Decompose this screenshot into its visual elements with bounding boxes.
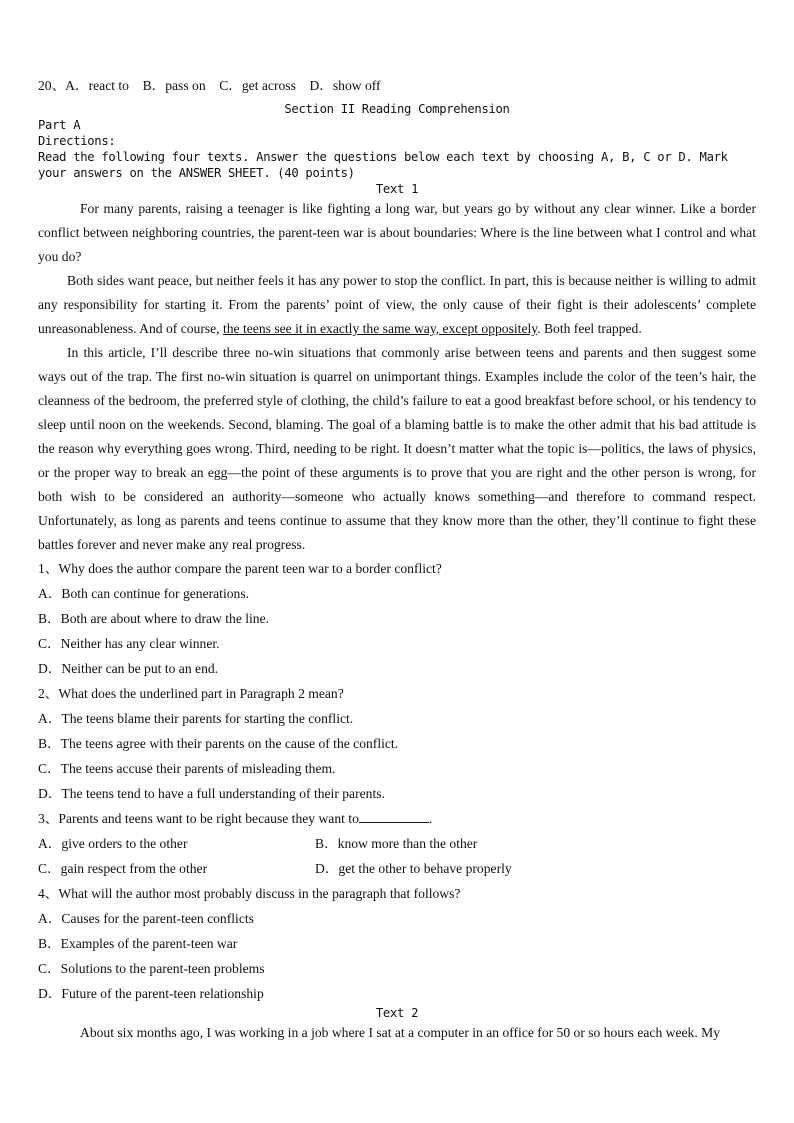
question-1 — [38, 559, 756, 684]
text2-paragraph-1: About six months ago, I was working in a job where I sat at a computer in an office for 50 or so hours each week. My — [80, 1025, 721, 1040]
p2-text-end: . Both feel trapped. — [537, 321, 642, 336]
question-stem: 4、What will the author most probably discuss in the paragraph that follows? — [38, 886, 461, 901]
option-a: A．Both can continue for generations. — [38, 586, 250, 601]
question-3 — [38, 809, 756, 884]
option-d: D．Future of the parent-teen relationship — [38, 986, 264, 1001]
option-c: C．gain respect from the other — [38, 861, 208, 876]
question-stem: 1、Why does the author compare the parent teen war to a border conflict? — [38, 561, 442, 576]
option-d: D．The teens tend to have a full understanding of their parents. — [38, 786, 385, 801]
question-stem — [38, 809, 756, 834]
directions-text: Read the following four texts. Answer the questions below each text by choosing A, B, C or D. Mark your answers on the ANSWER SHEET. (40 points) — [38, 150, 728, 180]
stem-end: . — [428, 811, 433, 826]
document-page — [38, 76, 756, 1045]
option-c: C．Solutions to the parent-teen problems — [38, 961, 265, 976]
option-a: A．Causes for the parent-teen conflicts — [38, 911, 254, 926]
answer-blank — [359, 809, 429, 823]
option-d: D．Neither can be put to an end. — [38, 661, 219, 676]
question-20-options: 20、A．react to B．pass on C．get across D．show off — [38, 78, 381, 93]
text1-paragraph-3: In this article, I’ll describe three no-win situations that commonly arise between teens and parents and then suggest some ways out of the trap. The first no-win situation is quarrel on unimportant things. Examples include the color of the teen’s hair, the cleanness of the bedroom, the preferred style of clothing, the child’s failure to eat a good breakfast before school, or his tendency to sleep until noon on the weekends. Second, blaming. The goal of a blaming battle is to make the other admit that his bad attitude is the reason why everything goes wrong. Third, needing to be right. It doesn’t matter what the topic is—politics, the laws of physics, or the proper way to break an egg—the point of these arguments is to prove that you are right and the other person is wrong, for both wish to be considered an authority—someone who actually knows something—and therefore to command respect. Unfortunately, as long as parents and teens continue to assume that they know more than the other, they’ll continue to fight these battles forever and never make any real progress. — [38, 345, 756, 552]
question-4 — [38, 884, 756, 1009]
text1-paragraph-1: For many parents, raising a teenager is like fighting a long war, but years go by without any clear winner. Like a border conflict between neighboring countries, the parent-teen war is about boundaries: Where is the line between what I control and what you do? — [38, 201, 756, 264]
p2-text: Both sides want peace, but neither feels it has any power to stop the conflict. In part, this is because neither is willing to admit any responsibility for starting it. From the parents’ point of view, the only cause of their fight is their adolescents’ complete unreasonableness. And of course, — [38, 273, 756, 336]
option-b: B．know more than the other — [315, 836, 478, 851]
option-c: C．The teens accuse their parents of misleading them. — [38, 761, 336, 776]
option-d: D．get the other to behave properly — [315, 861, 512, 876]
option-c: C．Neither has any clear winner. — [38, 636, 220, 651]
text1-paragraph-2 — [38, 269, 756, 341]
option-b: B．The teens agree with their parents on the cause of the conflict. — [38, 736, 399, 751]
underlined-part: the teens see it in exactly the same way, except oppositely — [222, 321, 538, 336]
option-a: A．give orders to the other — [38, 836, 188, 851]
option-b: B．Both are about where to draw the line. — [38, 611, 270, 626]
part-heading: Part A — [38, 118, 81, 132]
question-stem: 2、What does the underlined part in Paragraph 2 mean? — [38, 686, 344, 701]
option-a: A．The teens blame their parents for starting the conflict. — [38, 711, 354, 726]
text1-title: Text 1 — [375, 182, 419, 196]
option-b: B．Examples of the parent-teen war — [38, 936, 238, 951]
stem-text: 3、Parents and teens want to be right because they want to — [38, 811, 359, 826]
text2-title: Text 2 — [375, 1006, 419, 1020]
directions-label: Directions: — [38, 134, 116, 148]
section-title: Section II Reading Comprehension — [284, 102, 510, 116]
question-2 — [38, 684, 756, 809]
